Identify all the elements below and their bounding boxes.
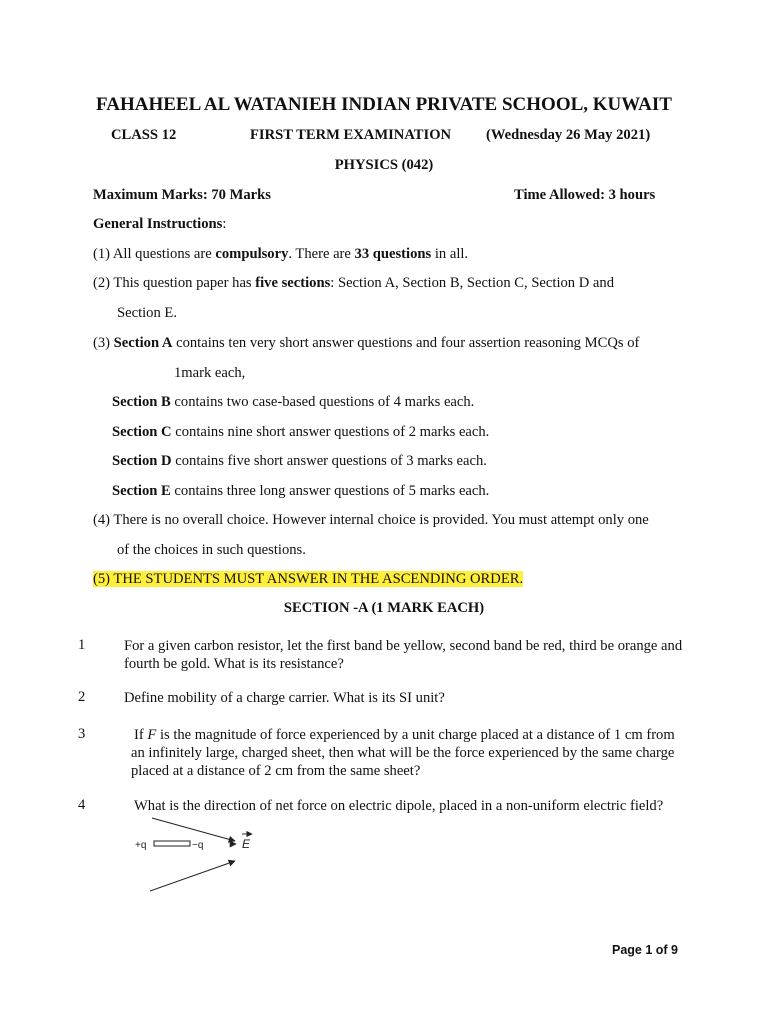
section-a-heading: SECTION -A (1 MARK EACH) xyxy=(283,600,485,616)
question-2-text: Define mobility of a charge carrier. What is its SI unit? xyxy=(124,690,445,706)
instruction-2: (2) This question paper has five sections: Section A, Section B, Section C, Section D and xyxy=(93,275,614,291)
page-number: Page 1 of 9 xyxy=(612,943,678,957)
instruction-3: (3) Section A contains ten very short answer questions and four assertion reasoning MCQs of xyxy=(93,335,640,351)
dipole-field-figure xyxy=(132,812,262,894)
field-line-bottom xyxy=(150,861,235,891)
instruction-2-line2: Section E. xyxy=(117,305,177,321)
instruction-section-e: Section E contains three long answer questions of 5 marks each. xyxy=(112,483,490,499)
instruction-section-b: Section B contains two case-based questions of 4 marks each. xyxy=(112,394,475,410)
question-1-text: For a given carbon resistor, let the first band be yellow, second band be red, third be orange and fourth be gold. What is its resistance? xyxy=(124,638,683,672)
minus-charge-label: −q xyxy=(192,840,204,851)
instruction-3-line2: 1mark each, xyxy=(174,365,246,381)
question-number: 2 xyxy=(78,689,86,705)
question-number: 4 xyxy=(78,797,86,813)
field-line-top xyxy=(152,818,235,841)
question-number: 1 xyxy=(78,637,86,653)
instructions-heading: General Instructions: xyxy=(93,216,227,232)
instruction-1: (1) All questions are compulsory. There are 33 questions in all. xyxy=(93,246,469,262)
subject-title: PHYSICS (042) xyxy=(334,157,434,173)
class-label: CLASS 12 xyxy=(111,127,177,143)
plus-charge-label: +q xyxy=(135,840,147,851)
question-3-text: If F is the magnitude of force experienced by a unit charge placed at a distance of 1 cm from an infinitely large, charged sheet, then what will be the force experienced by the same charge placed at a distance of 2 cm from the same sheet? xyxy=(131,727,675,779)
max-marks: Maximum Marks: 70 Marks xyxy=(93,187,271,203)
field-label: E xyxy=(242,837,251,851)
instruction-5: (5) THE STUDENTS MUST ANSWER IN THE ASCENDING ORDER. xyxy=(93,571,524,587)
dipole-rod xyxy=(154,841,190,846)
instruction-4-line2: of the choices in such questions. xyxy=(117,542,306,558)
question-number: 3 xyxy=(78,726,86,742)
exam-date: (Wednesday 26 May 2021) xyxy=(486,127,651,143)
instruction-section-c: Section C contains nine short answer questions of 2 marks each. xyxy=(112,424,490,440)
time-allowed: Time Allowed: 3 hours xyxy=(514,187,656,203)
exam-title: FIRST TERM EXAMINATION xyxy=(250,127,452,143)
instruction-4: (4) There is no overall choice. However internal choice is provided. You must attempt only one xyxy=(93,512,649,528)
instruction-section-d: Section D contains five short answer questions of 3 marks each. xyxy=(112,453,487,469)
school-name: FAHAHEEL AL WATANIEH INDIAN PRIVATE SCHOOL, KUWAIT xyxy=(96,94,672,115)
question-4-text: What is the direction of net force on electric dipole, placed in a non-uniform electric field? xyxy=(134,798,664,814)
